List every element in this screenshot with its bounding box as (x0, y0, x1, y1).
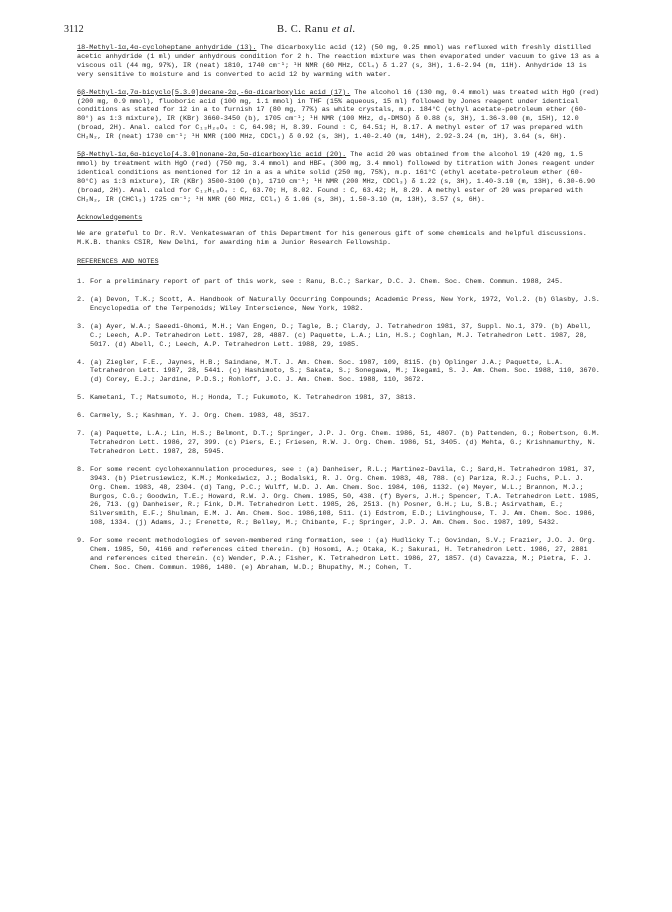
references-heading: REFERENCES AND NOTES (77, 258, 159, 267)
acknowledgements-section (77, 214, 602, 249)
compound-title: 5β-Methyl-1α,6α-bicyclo[4.3.0]nonane-2α,5α-dicarboxylic acid (20). (77, 151, 347, 160)
page-number: 3112 (64, 24, 84, 35)
experimental-paragraph-13 (77, 44, 602, 80)
reference-text: (a) Ziegler, F.E., Jaynes, H.B.; Saindane, M.T. J. Am. Chem. Soc. 1987, 109, 8115. (b) Oplinger J.A.; Paquette, L.A. Tetrahedron Lett. 1987, 28, 5441. (c) Hashimoto, S.; Sakata, S.; Sonegawa, M.; Ikegami, S. J. Am. Chem. Soc. 1988, 110, 3670. (d) Corey, E.J.; Jardine, P.D.S.; Rohloff, J.C. J. Am. Chem. Soc. 1988, 110, 3672. (90, 358, 600, 385)
reference-text: (a) Ayer, W.A.; Saeedi-Ghomi, M.H.; Van Engen, D.; Tagle, B.; Clardy, J. Tetrahedron 1981, 37, Suppl. No.1, 379. (b) Abell, C.; Leech, A.P. Tetrahedron Lett. 1987, 28, 4887. (c) Paquette, L.A.; Lin, H.S.; Coghlan, M.J. Tetrahedron Lett. 1987, 28, 5017. (d) Abell, C.; Leech, A.P. Tetrahedron Lett. 1988, 29, 1985. (90, 322, 592, 349)
reference-number: 6. (77, 412, 86, 421)
reference-text: Kametani, T.; Matsumoto, H.; Honda, T.; Fukumoto, K. Tetrahedron 1981, 37, 3813. (90, 394, 417, 403)
reference-item (77, 394, 602, 403)
reference-number: 8. (77, 465, 86, 474)
reference-number: 7. (77, 430, 86, 439)
compound-title: 18-Methyl-1α,4α-cycloheptane anhydride (13). (77, 44, 257, 52)
paragraph-body: The acid 20 was obtained from the alcohol 19 (420 mg, 1.5 mmol) by treatment with HgO (red) (750 mg, 3.4 mmol) and HBF₄ (300 mg, 3.4 mmol) followed by titration with Jones reagent under identical conditions as mentioned for 12 in a as a white solid (250 mg, 75%), m.p. 161°C (ethyl acetate-petroleum ether (60-80°C) as 1:3 mixture), IR (KBr) 3500-3100 (b), 1710 cm⁻¹; ¹H NMR (200 MHz, CDCl₃) δ 1.22 (s, 3H), 1.40-3.10 (m, 13H), 6.30-6.90 (broad, 2H). Anal. calcd for C₁₂H₁₈O₄ : C, 63.70; H, 8.02. Found : C, 63.42; H, 8.29. A methyl ester of 20 was prepared with CH₂N₂, IR (CHCl₃) 1725 cm⁻¹; ¹H NMR (60 MHz, CCl₄) δ 1.06 (s, 3H), 1.50-3.10 (m, 13H), 3.57 (s, 6H). (77, 151, 596, 204)
reference-number: 5. (77, 394, 86, 403)
reference-item (77, 323, 602, 350)
reference-item (77, 278, 602, 287)
page-header (64, 24, 602, 44)
running-head-etal: et al. (331, 24, 356, 35)
reference-text: For some recent cyclohexannulation procedures, see : (a) Danheiser, R.L.; Martinez-Davila, C.; Sard,H. Tetrahedron 1981, 37, 3943. (b) Pietrusiewicz, K.M.; Monkeiwicz, J.; Bodalski, R. J. Org. Chem. 1983, 48, 788. (c) Pariza, R.J.; Fuchs, P.L. J. Org. Chem. 1983, 48, 2304. (d) Tang, P.C.; Wulff, W.D. J. Am. Chem. Soc. 1984, 106, 1132. (e) Meyer, W.L.; Brannon, M.J.; Burgos, C.G.; Goodwin, T.E.; Howard, R.W. J. Org. Chem. 1985, 50, 438. (f) Byers, J.H.; Spencer, T.A. Tetrahedron Lett. 1985, 26, 713. (g) Danheiser, R.; Fink, D.M. Tetrahedron Lett. 1985, 26, 2513. (h) Posner, G.H.; Lu, S.B.; Asirvatham, E.; Silversmith, E.F.; Shulman, E.M. J. Am. Chem. Soc. 1986,108, 511. (i) Edstrom, E.D.; Livinghouse, T. J. Am. Chem. Soc. 1986, 108, 1334. (j) Adams, J.; Frenette, R.; Belley, M.; Chibante, F.; Springer, J.P. J. Am. Chem. Soc. 1987, 109, 5432. (90, 465, 600, 528)
reference-item (77, 359, 602, 386)
compound-title: 6β-Methyl-1α,7α-bicyclo[5.3.0]decane-2α,-6α-dicarboxylic acid (17). (77, 88, 351, 97)
reference-number: 9. (77, 537, 86, 546)
paragraph-body: The alcohol 16 (130 mg, 0.4 mmol) was treated with HgO (red)(200 mg, 0.9 mmol), fluoboric acid (100 mg, 1.1 mmol) in THF (15% aqueous, 15 ml) followed by Jones reagent under identical conditions as stated for 12 in a to furnish 17 (80 mg, 77%) as white crystals, m.p. 184°C (ethyl acetate-petroleum ether (60-80°) as 1:3 mixture), IR (KBr) 3660-3450 (b), 1705 cm⁻¹; ¹H NMR (100 MHz, d₆-DMSO) δ 0.88 (s, 3H), 1.36-3.00 (m, 15H), 12.0 (broad, 2H). Anal. calcd for C₁₃H₂₀O₄ : C, 64.98; H, 8.39. Found : C, 64.51; H, 8.17. A methyl ester of 17 was prepared with CH₂N₂, IR (neat) 1730 cm⁻¹; ¹H NMR (100 MHz, CDCl₃) δ 0.92 (s, 3H), 1.40-2.40 (m, 14H), 2.92-3.24 (m, 1H), 3.64 (s, 6H). (77, 88, 600, 142)
reference-item (77, 537, 602, 573)
acknowledgements-text: We are grateful to Dr. R.V. Venkateswaran of this Department for his generous gift of some chemicals and helpful discussions. M.K.B. thanks CSIR, New Delhi, for awarding him a Junior Research Fellowship. (77, 230, 587, 248)
acknowledgements-heading: Acknowledgements (77, 213, 143, 222)
reference-text: Carmely, S.; Kashman, Y. J. Org. Chem. 1983, 48, 3517. (90, 412, 311, 421)
paragraph-body: The dicarboxylic acid (12) (50 mg, 0.25 mmol) was refluxed with freshly distilled acetic anhydride (1 ml) under anhydrous condition for 2 h. The reaction mixture was then evaporated under vacuum to give 13 as a viscous oil (44 mg, 97%), IR (neat) 1810, 1740 cm⁻¹; ¹H NMR (60 MHz, CCl₄) δ 1.27 (s, 3H), 1.6-2.94 (m, 11H). Anhydride 13 is very sensitive to moisture and is converted to acid 12 by warming with water. (77, 44, 600, 79)
reference-number: 2. (77, 296, 86, 305)
experimental-paragraph-20 (77, 151, 602, 204)
reference-number: 1. (77, 278, 86, 287)
reference-item (77, 296, 602, 314)
experimental-paragraph-17 (77, 89, 602, 142)
reference-item (77, 430, 602, 457)
reference-item (77, 466, 602, 528)
reference-number: 3. (77, 322, 86, 331)
reference-text: For a preliminary report of part of this work, see : Ranu, B.C.; Sarkar, D.C. J. Chem. Soc. Chem. Commun. 1988, 245. (90, 278, 564, 287)
references-list (77, 278, 602, 573)
reference-item (77, 412, 602, 421)
reference-text: For some recent methodologies of seven-membered ring formation, see : (a) Hudlicky T.; Govindan, S.V.; Frazier, J.O. J. Org. Chem. 1985, 50, 4166 and references cited therein. (b) Hosomi, A.; Otaka, K.; Sakurai, H. Tetrahedron Lett. 1986, 27, 2881 and references cited therein. (c) Wender, P.A.; Fisher, K. Tetrahedron Lett. 1986, 27, 1857. (d) Cavazza, M.; Pietra, F. J. Chem. Soc. Chem. Commun. 1986, 1480. (e) Abraham, W.D.; Bhupathy, M.; Cohen, T. (90, 537, 596, 572)
reference-number: 4. (77, 358, 86, 367)
running-head (277, 26, 356, 35)
reference-text: (a) Devon, T.K.; Scott, A. Handbook of Naturally Occurring Compounds; Academic Press, New York, 1972, Vol.2. (b) Glasby, J.S. Encyclopedia of the Terpenoids; Wiley Interscience, New York, 1982. (90, 296, 600, 313)
running-head-authors: B. C. Ranu (277, 24, 329, 35)
reference-text: (a) Paquette, L.A.; Lin, H.S.; Belmont, D.T.; Springer, J.P. J. Org. Chem. 1986, 51, 4807. (b) Pattenden, G.; Robertson, G.M. Tetrahedron Lett. 1986, 27, 399. (c) Piers, E.; Friesen, R.W. J. Org. Chem. 1986, 51, 3405. (d) Mehta, G.; Krishnamurthy, N. Tetrahedron Lett. 1987, 28, 5945. (90, 430, 600, 456)
